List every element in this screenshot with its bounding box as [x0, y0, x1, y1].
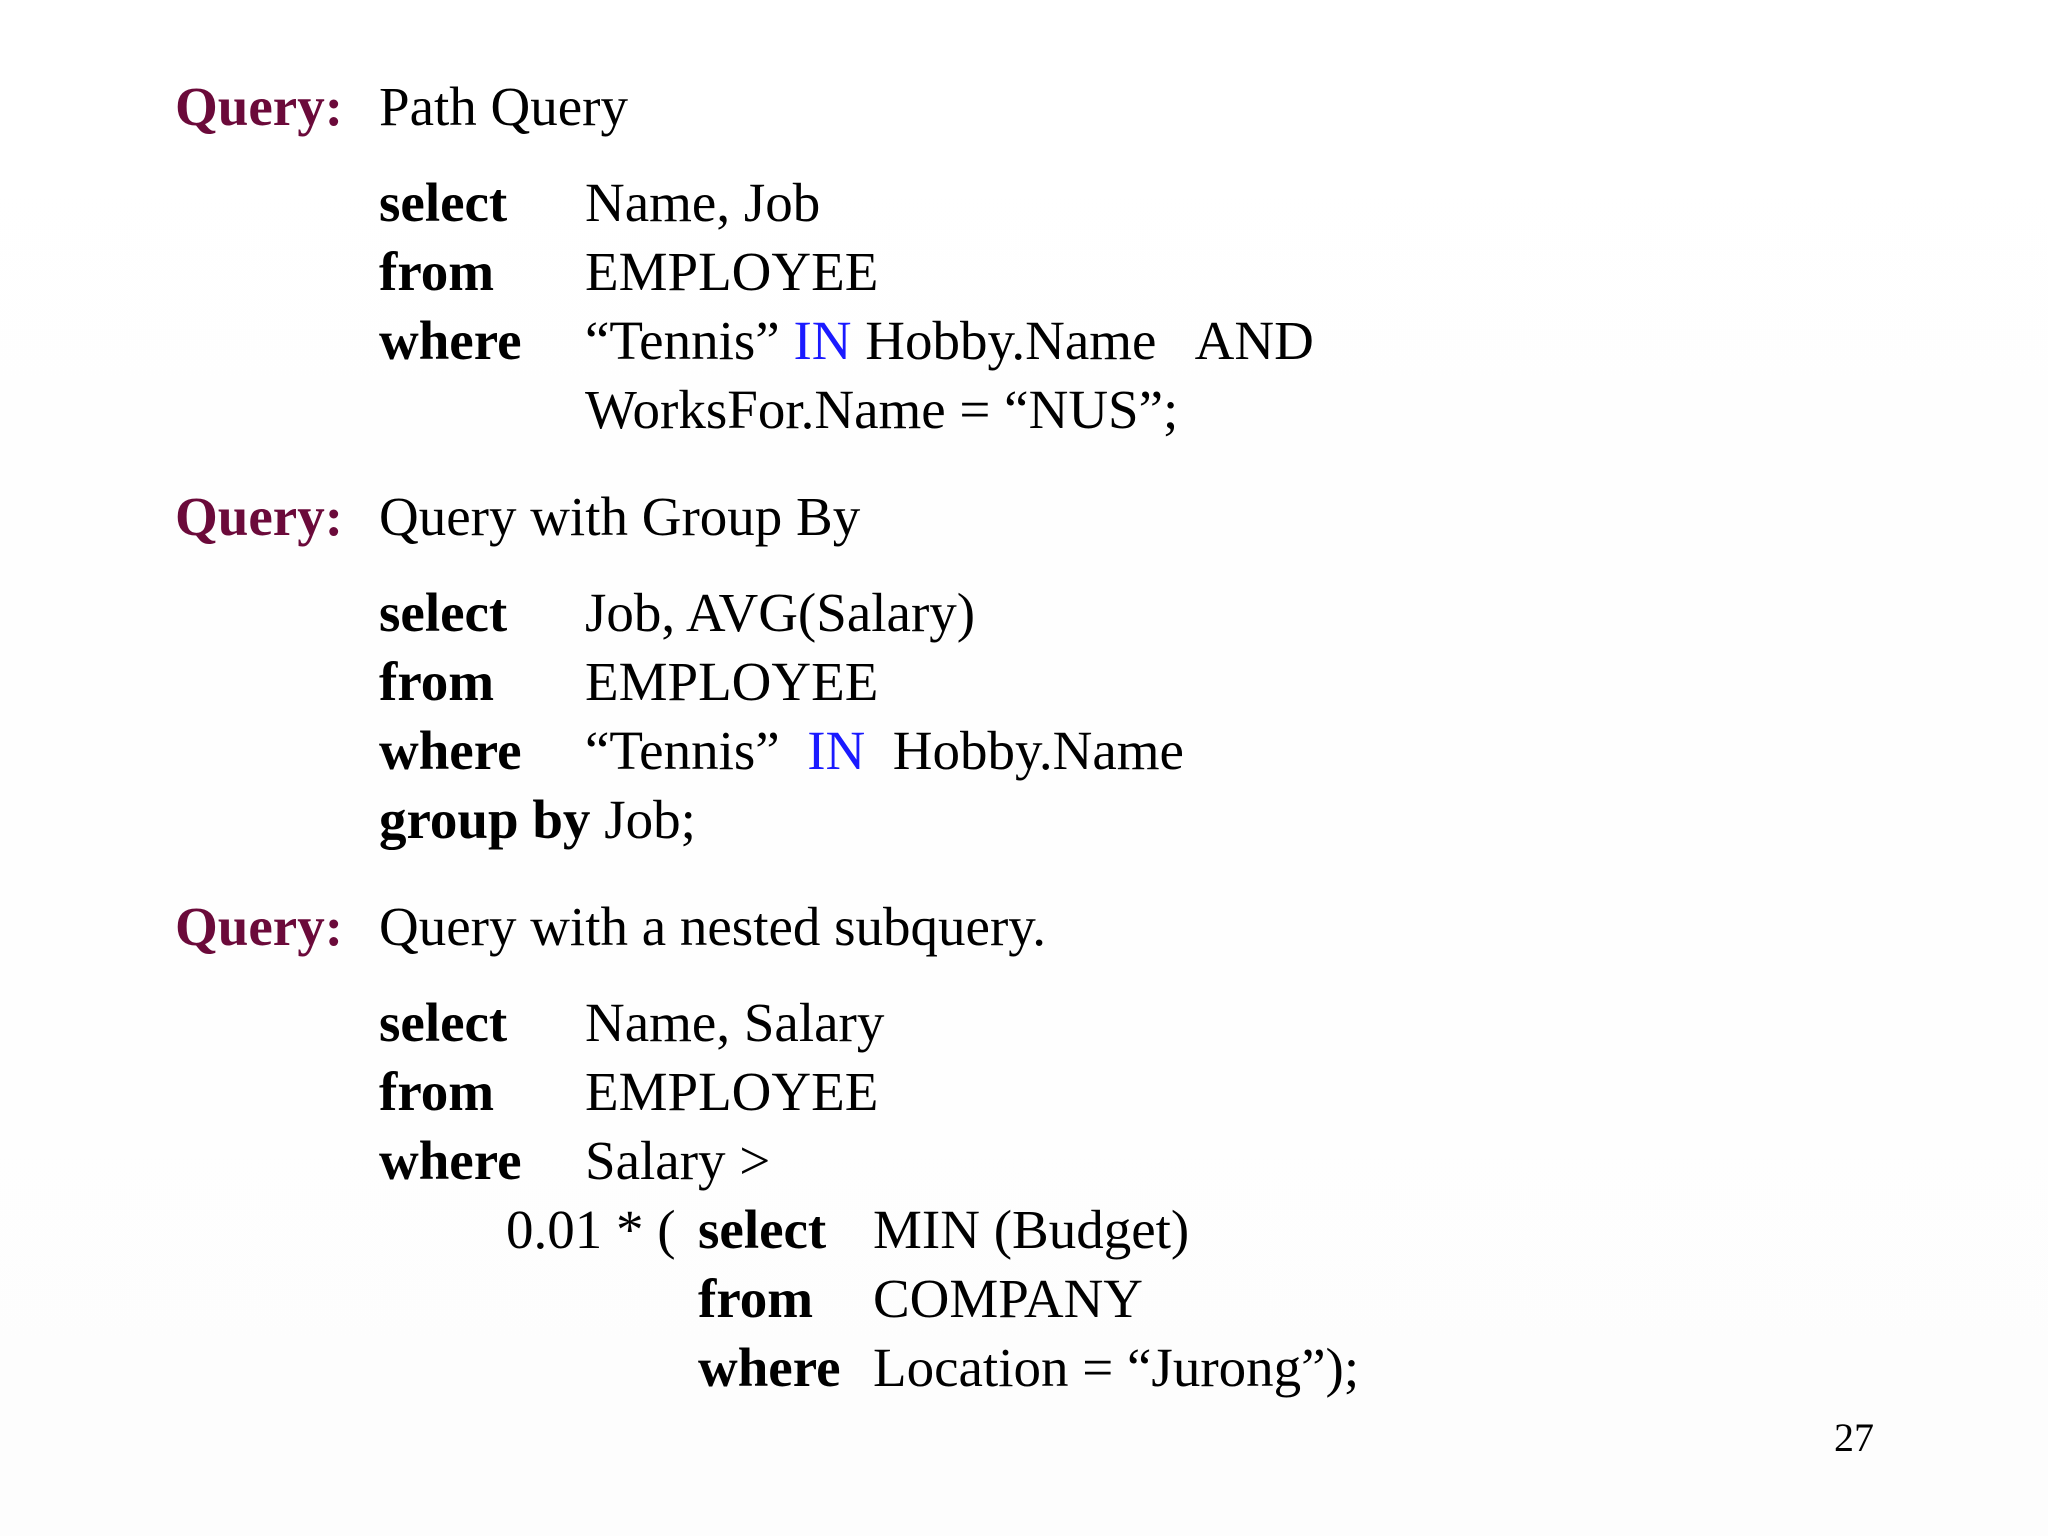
subquery-from-keyword: from — [698, 1268, 814, 1329]
select-value-3: Name, Salary — [585, 992, 885, 1053]
from-value-3: EMPLOYEE — [585, 1061, 879, 1122]
subquery-select-value: MIN (Budget) — [873, 1199, 1190, 1260]
where-post-2: Hobby.Name — [865, 720, 1184, 781]
subquery-where-keyword: where — [698, 1337, 841, 1398]
select-keyword-3: select — [379, 992, 508, 1053]
query-title-1: Path Query — [379, 76, 628, 137]
where-pre-1: “Tennis” — [585, 310, 794, 371]
group-by-value: Job; — [590, 789, 696, 850]
from-value-1: EMPLOYEE — [585, 241, 879, 302]
page-number: 27 — [1834, 1415, 1874, 1460]
subquery-prefix: 0.01 * ( — [506, 1199, 690, 1260]
from-keyword-1: from — [379, 241, 495, 302]
group-by-line — [379, 789, 696, 850]
where-clause-2 — [585, 720, 1184, 781]
query-label-3: Query: — [175, 896, 344, 957]
where-continuation-1: WorksFor.Name = “NUS”; — [585, 379, 1179, 440]
where-pre-2: “Tennis” — [585, 720, 808, 781]
where-keyword-3: where — [379, 1130, 522, 1191]
query-label-2: Query: — [175, 486, 344, 547]
where-value-3: Salary > — [585, 1130, 771, 1191]
in-keyword-2: IN — [807, 720, 866, 781]
select-keyword-1: select — [379, 172, 508, 233]
subquery-from-value: COMPANY — [873, 1268, 1144, 1329]
from-keyword-3: from — [379, 1061, 495, 1122]
query-label-1: Query: — [175, 76, 344, 137]
group-by-keyword: group by — [379, 789, 591, 850]
in-keyword-1: IN — [793, 310, 852, 371]
select-value-2: Job, AVG(Salary) — [585, 582, 976, 643]
from-keyword-2: from — [379, 651, 495, 712]
subquery-select-keyword: select — [698, 1199, 827, 1260]
query-title-2: Query with Group By — [379, 486, 861, 547]
where-keyword-1: where — [379, 310, 522, 371]
select-keyword-2: select — [379, 582, 508, 643]
where-keyword-2: where — [379, 720, 522, 781]
subquery-where-value: Location = “Jurong”); — [873, 1337, 1360, 1398]
query-title-3: Query with a nested subquery. — [379, 896, 1046, 957]
where-post-1: Hobby.Name AND — [851, 310, 1314, 371]
from-value-2: EMPLOYEE — [585, 651, 879, 712]
select-value-1: Name, Job — [585, 172, 821, 233]
where-clause-1 — [585, 310, 1314, 371]
